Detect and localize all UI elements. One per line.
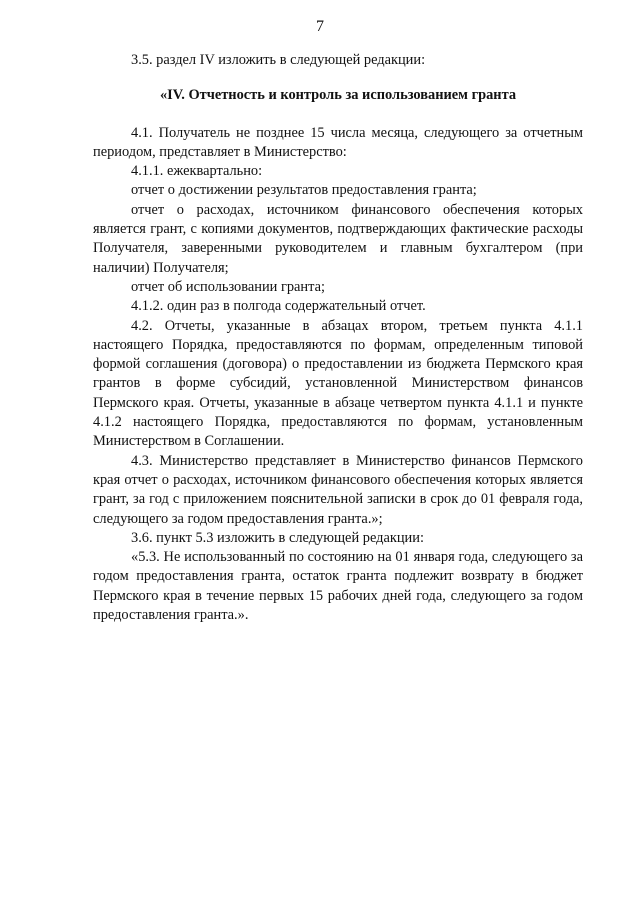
paragraph-4-3: 4.3. Министерство представляет в Министерство финансов Пермского края отчет о расходах, источником финансового обеспечения которых является грант, за год с приложением пояснительной записки в срок до 01 февраля года, следующего за годом предоставления гранта.»; [93, 452, 583, 527]
paragraph-4-1-2: 4.1.2. один раз в полгода содержательный отчет. [131, 298, 426, 315]
paragraph-4-2: 4.2. Отчеты, указанные в абзацах втором, третьем пункта 4.1.1 настоящего Порядка, предоставляются по формам, определенным типовой формой соглашения (договора) о предоставлении из бюджета Пермского края грантов в форме субсидий, установленной Министерством финансов Пермского края. Отчеты, указанные в абзаце четвертом пункта 4.1.1 и пункте 4.1.2 настоящего Порядка, предоставляются по формам, установленным Министерством в Соглашении. [93, 317, 583, 450]
paragraph-4-1-1-item-1: отчет о достижении результатов предоставления гранта; [131, 182, 477, 199]
paragraph-3-5: 3.5. раздел IV изложить в следующей редакции: [131, 52, 426, 68]
paragraph-4-1-1-item-3: отчет об использовании гранта; [131, 278, 325, 295]
paragraph-4-1-1-item-2: отчет о расходах, источником финансового обеспечения которых является грант, с копиями документов, подтверждающих фактические расходы Получателя, заверенными руководителем и главным бухгалтером (при наличии) Получателя; [93, 201, 583, 276]
paragraph-4-1: 4.1. Получатель не позднее 15 числа месяца, следующего за отчетным периодом, представляет в Министерство: [93, 124, 583, 160]
paragraph-4-1-1: 4.1.1. ежеквартально: [131, 163, 263, 180]
paragraph-3-6: 3.6. пункт 5.3 изложить в следующей редакции: [131, 529, 424, 546]
section-heading: «IV. Отчетность и контроль за использованием гранта [159, 87, 517, 104]
page-number: 7 [316, 18, 324, 35]
document-body [93, 51, 583, 625]
paragraph-5-3: «5.3. Не использованный по состоянию на 01 января года, следующего за годом предоставления гранта, остаток гранта подлежит возврату в бюджет Пермского края в течение первых 15 рабочих дней года, следующего за годом предоставления гранта.». [93, 549, 583, 624]
